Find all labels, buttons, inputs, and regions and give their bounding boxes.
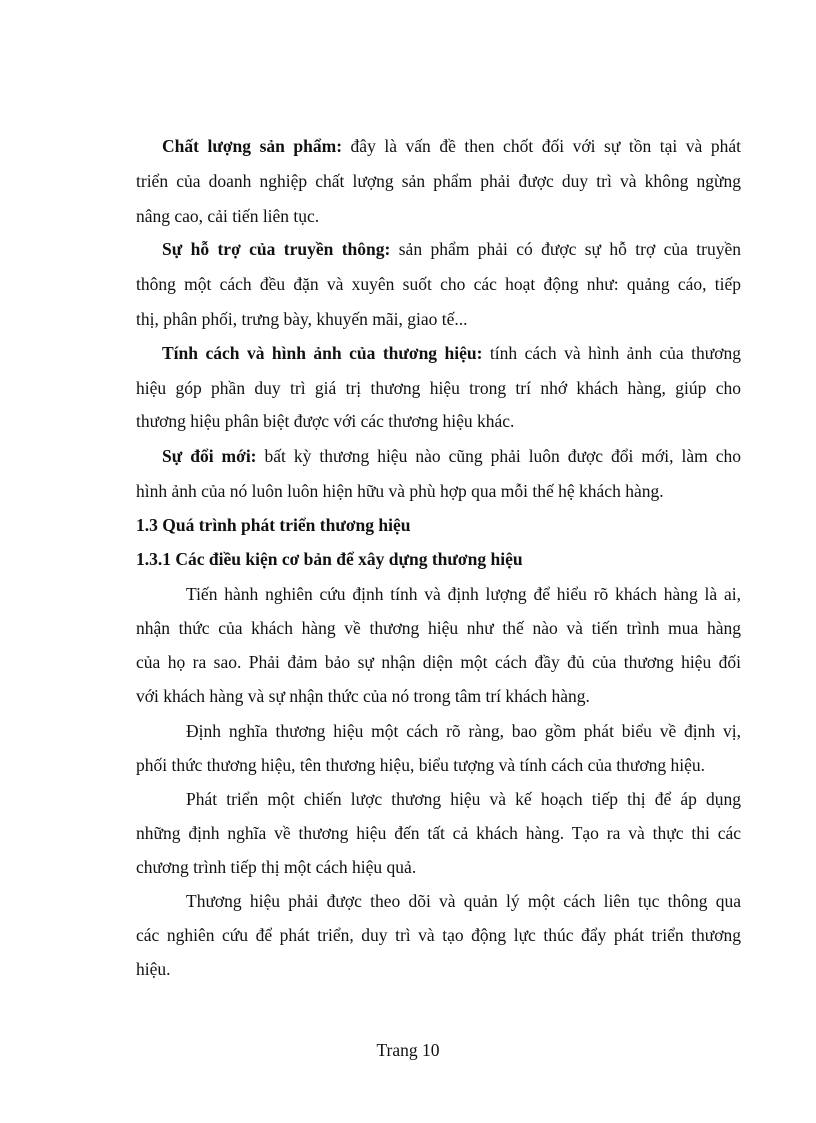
paragraph-line: chương trình tiếp thị một cách hiệu quả. [136,857,417,877]
term-label: Sự hỗ trợ của truyền thông: [162,239,391,259]
paragraph-line: phối thức thương hiệu, tên thương hiệu, biểu tượng và tính cách của thương hiệu. [136,755,705,775]
paragraph-line: hiệu góp phần duy trì giá trị thương hiệu trong trí nhớ khách hàng, giúp cho [136,378,741,398]
term-label: Sự đổi mới: [162,446,257,466]
paragraph-line: nâng cao, cải tiến liên tục. [136,206,320,226]
paragraph-line: hiệu. [136,959,171,979]
paragraph-line: những định nghĩa về thương hiệu đến tất cả khách hàng. Tạo ra và thực thi các [136,823,741,843]
paragraph-line: hình ảnh của nó luôn luôn hiện hữu và phù hợp qua mỗi thế hệ khách hàng. [136,481,664,501]
paragraph-line: thương hiệu phân biệt được với các thương hiệu khác. [136,411,515,431]
paragraph-line: thông một cách đều đặn và xuyên suốt cho các hoạt động như: quảng cáo, tiếp [136,274,741,294]
paragraph-text: tính cách và hình ảnh của thương [482,343,742,363]
subsection-heading: 1.3.1 Các điều kiện cơ bản để xây dựng thương hiệu [136,549,523,569]
paragraph-line: nhận thức của khách hàng về thương hiệu như thế nào và tiến trình mua hàng [136,618,741,638]
paragraph-line: triển của doanh nghiệp chất lượng sản phẩm phải được duy trì và không ngừng [136,171,741,191]
section-heading: 1.3 Quá trình phát triển thương hiệu [136,515,411,535]
paragraph-text: sản phẩm phải có được sự hỗ trợ của truyền [390,239,742,259]
page-number: Trang 10 [376,1040,440,1060]
paragraph-line: với khách hàng và sự nhận thức của nó trong tâm trí khách hàng. [136,686,590,706]
paragraph-line: Phát triển một chiến lược thương hiệu và kế hoạch tiếp thị để áp dụng [186,789,741,809]
paragraph-line: Thương hiệu phải được theo dõi và quản lý một cách liên tục thông qua [186,891,741,911]
paragraph-line [162,343,741,363]
paragraph-line: thị, phân phối, trưng bày, khuyến mãi, giao tế... [136,309,468,329]
paragraph-line: Tiến hành nghiên cứu định tính và định lượng để hiểu rõ khách hàng là ai, [186,584,741,604]
paragraph-line: của họ ra sao. Phải đảm bảo sự nhận diện một cách đầy đủ của thương hiệu đối [136,652,741,672]
term-label: Tính cách và hình ảnh của thương hiệu: [162,343,483,363]
term-label: Chất lượng sản phẩm: [162,136,343,156]
paragraph-line [162,239,741,259]
paragraph-line: các nghiên cứu để phát triển, duy trì và tạo động lực thúc đẩy phát triển thương [136,925,741,945]
paragraph-text: bất kỳ thương hiệu nào cũng phải luôn được đổi mới, làm cho [256,446,741,466]
paragraph-line [162,446,741,466]
paragraph-line: Định nghĩa thương hiệu một cách rõ ràng, bao gồm phát biểu về định vị, [186,721,741,741]
paragraph-line [162,136,741,156]
paragraph-text: đây là vấn đề then chốt đối với sự tồn tại và phát [342,136,741,156]
